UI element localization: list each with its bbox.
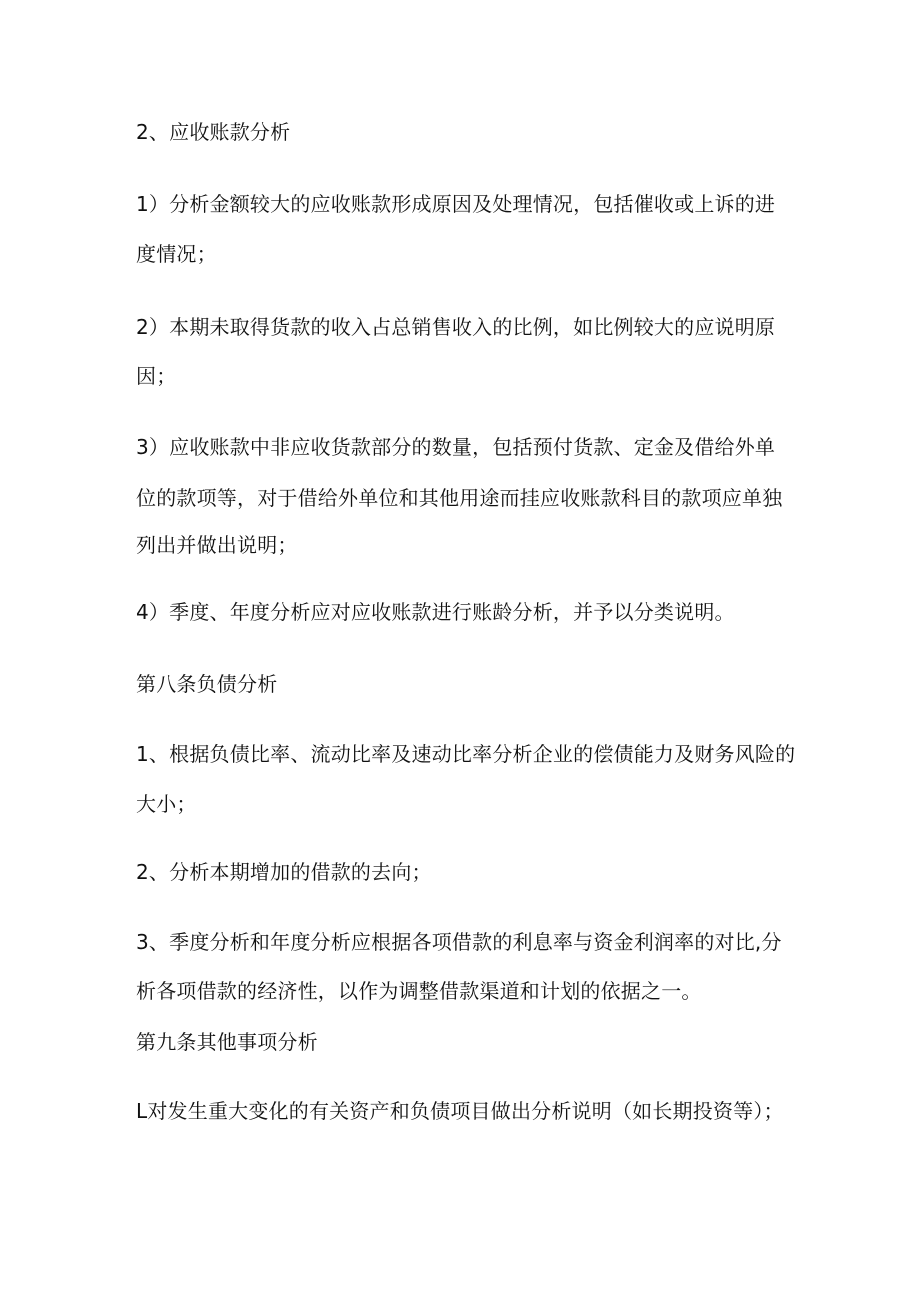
paragraph-line: 度情况； [136,242,217,266]
paragraph-line: 4）季度、年度分析应对应收账款进行账龄分析，并予以分类说明。 [136,600,735,624]
article-heading-liabilities: 第八条负债分析 [136,672,278,696]
article-heading-other-matters: 第九条其他事项分析 [136,1030,318,1054]
paragraph-line: 2）本期未取得货款的收入占总销售收入的比例，如比例较大的应说明原 [136,315,776,339]
paragraph-line: 大小； [136,792,197,816]
paragraph-line: 2、分析本期增加的借款的去向； [136,860,432,884]
paragraph-line: 位的款项等，对于借给外单位和其他用途而挂应收账款科目的款项应单独 [136,486,783,510]
section-heading-receivables: 2、应收账款分析 [136,120,291,144]
paragraph-line: 列出并做出说明； [136,533,298,557]
paragraph-line: 1、根据负债比率、流动比率及速动比率分析企业的偿债能力及财务风险的 [136,742,796,766]
paragraph-line: 3）应收账款中非应收货款部分的数量，包括预付货款、定金及借给外单 [136,435,776,459]
paragraph-line: 3、季度分析和年度分析应根据各项借款的利息率与资金利润率的对比,分 [136,930,782,954]
paragraph-line: L对发生重大变化的有关资产和负债项目做出分析说明（如长期投资等）； [136,1099,784,1123]
paragraph-line: 析各项借款的经济性，以作为调整借款渠道和计划的依据之一。 [136,979,702,1003]
paragraph-line: 因； [136,364,177,388]
paragraph-line: 1）分析金额较大的应收账款形成原因及处理情况，包括催收或上诉的进 [136,192,776,216]
